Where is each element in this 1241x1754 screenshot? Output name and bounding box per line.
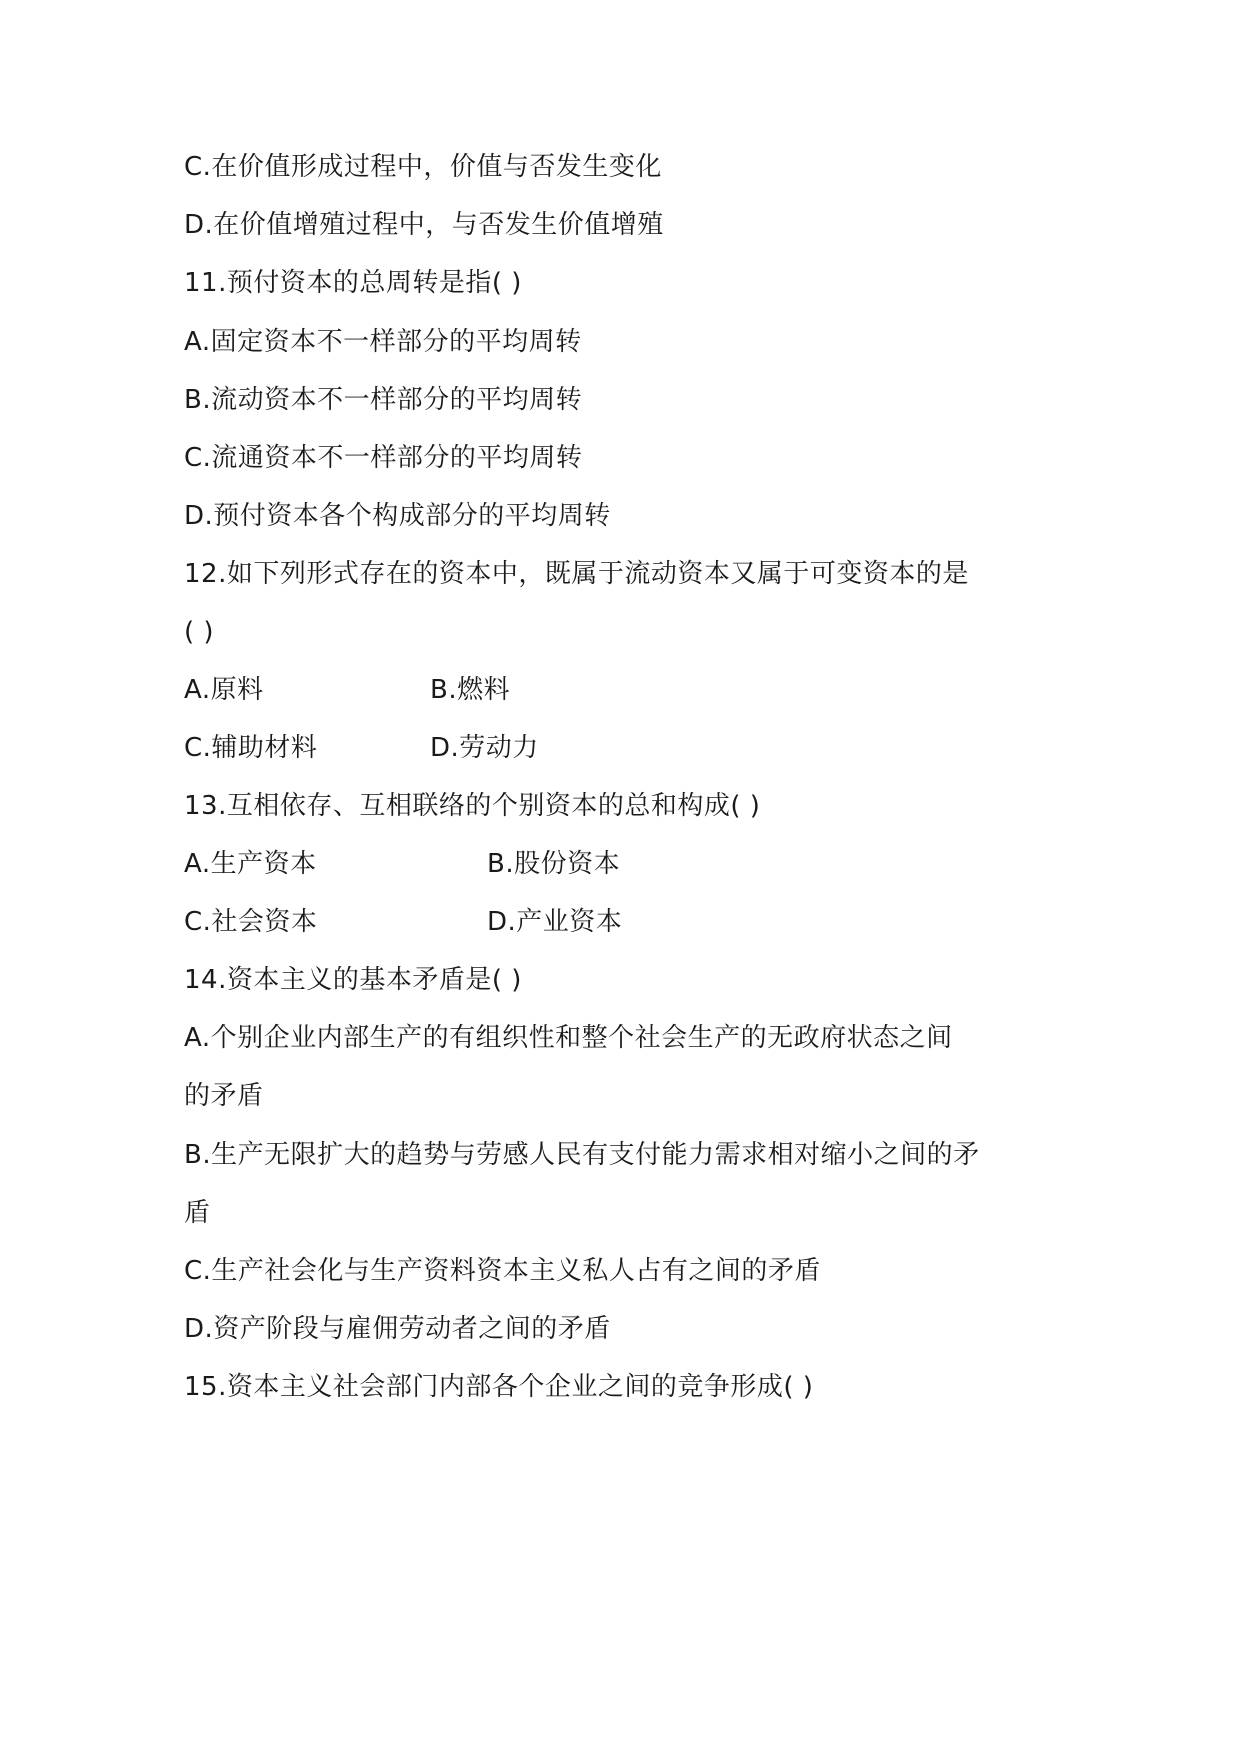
q14-option-c: C.生产社会化与生产资料资本主义私人占有之间的矛盾	[184, 1256, 821, 1286]
q12-option-a: A.原料	[184, 675, 264, 705]
q14-option-d: D.资产阶段与雇佣劳动者之间的矛盾	[184, 1314, 611, 1344]
q14-stem: 14.资本主义的基本矛盾是( )	[184, 965, 522, 995]
q14-option-a-line2: 的矛盾	[184, 1081, 264, 1111]
q12-stem-line1: 12.如下列形式存在的资本中，既属于流动资本又属于可变资本的是	[184, 559, 969, 589]
q11-option-a: A.固定资本不一样部分的平均周转	[184, 327, 582, 357]
q13-option-d: D.产业资本	[487, 907, 623, 937]
q13-option-c: C.社会资本	[184, 907, 318, 937]
q14-option-a-line1: A.个别企业内部生产的有组织性和整个社会生产的无政府状态之间	[184, 1023, 953, 1053]
q12-option-c: C.辅助材料	[184, 733, 318, 763]
q14-option-b-line1: B.生产无限扩大的趋势与劳感人民有支付能力需求相对缩小之间的矛	[184, 1140, 980, 1170]
q13-option-b: B.股份资本	[487, 849, 621, 879]
q12-option-b: B.燃料	[430, 675, 511, 705]
q11-option-d: D.预付资本各个构成部分的平均周转	[184, 501, 611, 531]
q11-stem: 11.预付资本的总周转是指( )	[184, 268, 522, 298]
q12-stem-line2: ( )	[184, 617, 215, 647]
q13-stem: 13.互相依存、互相联络的个别资本的总和构成( )	[184, 791, 761, 821]
q11-option-b: B.流动资本不一样部分的平均周转	[184, 385, 583, 415]
q11-option-c: C.流通资本不一样部分的平均周转	[184, 443, 583, 473]
q12-option-d: D.劳动力	[430, 733, 539, 763]
q10-option-c: C.在价值形成过程中，价值与否发生变化	[184, 152, 662, 182]
q10-option-d: D.在价值增殖过程中，与否发生价值增殖	[184, 210, 664, 240]
q13-option-a: A.生产资本	[184, 849, 317, 879]
q14-option-b-line2: 盾	[184, 1198, 211, 1228]
q15-stem: 15.资本主义社会部门内部各个企业之间的竞争形成( )	[184, 1372, 814, 1402]
